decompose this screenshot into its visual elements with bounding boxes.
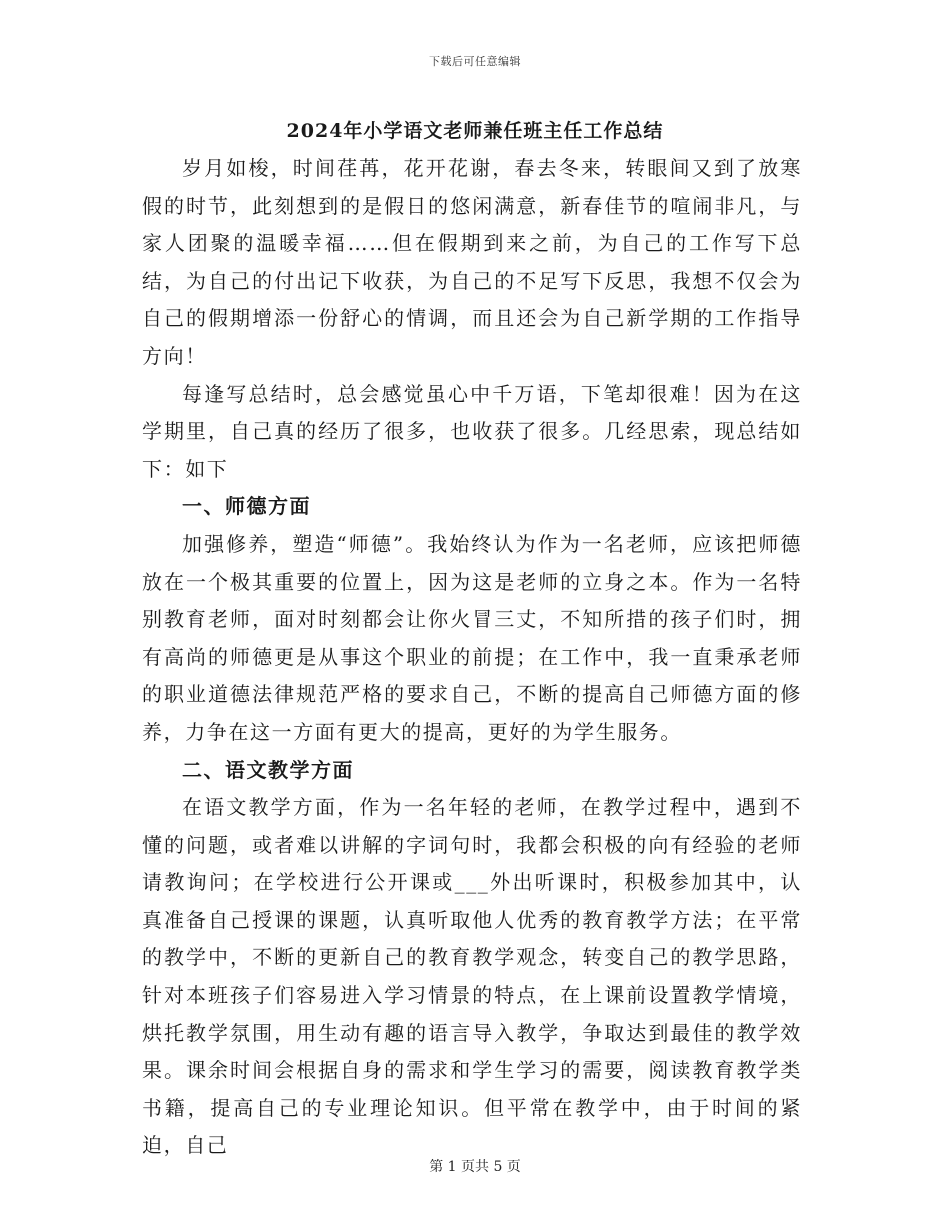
section-heading-ethics: 一、师德方面 xyxy=(182,494,311,519)
document-title: 2024年小学语文老师兼任班主任工作总结 xyxy=(286,120,664,142)
section-paragraph-teaching: 在语文教学方面，作为一名年轻的老师，在教学过程中，遇到不懂的问题，或者难以讲解的字词句时，我都会积极的向有经验的老师请教询问；在学校进行公开课或___外出听课时，积极参加其中，认真准备自己授课的课题，认真听取他人优秀的教育教学方法；在平常的教学中，不断的更新自己的教育教学观念，转变自己的教学思路，针对本班孩子们容易进入学习情景的特点，在上课前设置教学情境，烘托教学氛围，用生动有趣的语言导入教学，争取达到最佳的教学效果。课余时间会根据自身的需求和学生学习的需要，阅读教育教学类书籍，提高自己的专业理论知识。但平常在教学中，由于时间的紧迫，自己 xyxy=(142,795,802,1158)
section-paragraph-ethics: 加强修养，塑造“师德”。我始终认为作为一名老师，应该把师德放在一个极其重要的位置上，因为这是老师的立身之本。作为一名特别教育老师，面对时刻都会让你火冒三丈，不知所措的孩子们时，拥有高尚的师德更是从事这个职业的前提；在工作中，我一直秉承老师的职业道德法律规范严格的要求自己，不断的提高自己师德方面的修养，力争在这一方面有更大的提高，更好的为学生服务。 xyxy=(142,531,802,744)
document-body xyxy=(142,150,802,1165)
intro-paragraph-1: 岁月如梭，时间荏苒，花开花谢，春去冬来，转眼间又到了放寒假的时节，此刻想到的是假日的悠闲满意，新春佳节的喧闹非凡，与家人团聚的温暖幸福……但在假期到来之前，为自己的工作写下总结，为自己的付出记下收获，为自己的不足写下反思，我想不仅会为自己的假期增添一份舒心的情调，而且还会为自己新学期的工作指导方向！ xyxy=(142,156,802,368)
intro-paragraph-2: 每逢写总结时，总会感觉虽心中千万语，下笔却很难！因为在这学期里，自己真的经历了很多，也收获了很多。几经思索，现总结如下：如下 xyxy=(142,381,802,481)
page-footer: 第 1 页共 5 页 xyxy=(429,1159,521,1175)
header-note: 下载后可任意编辑 xyxy=(429,55,521,68)
section-heading-teaching: 二、语文教学方面 xyxy=(182,757,354,782)
